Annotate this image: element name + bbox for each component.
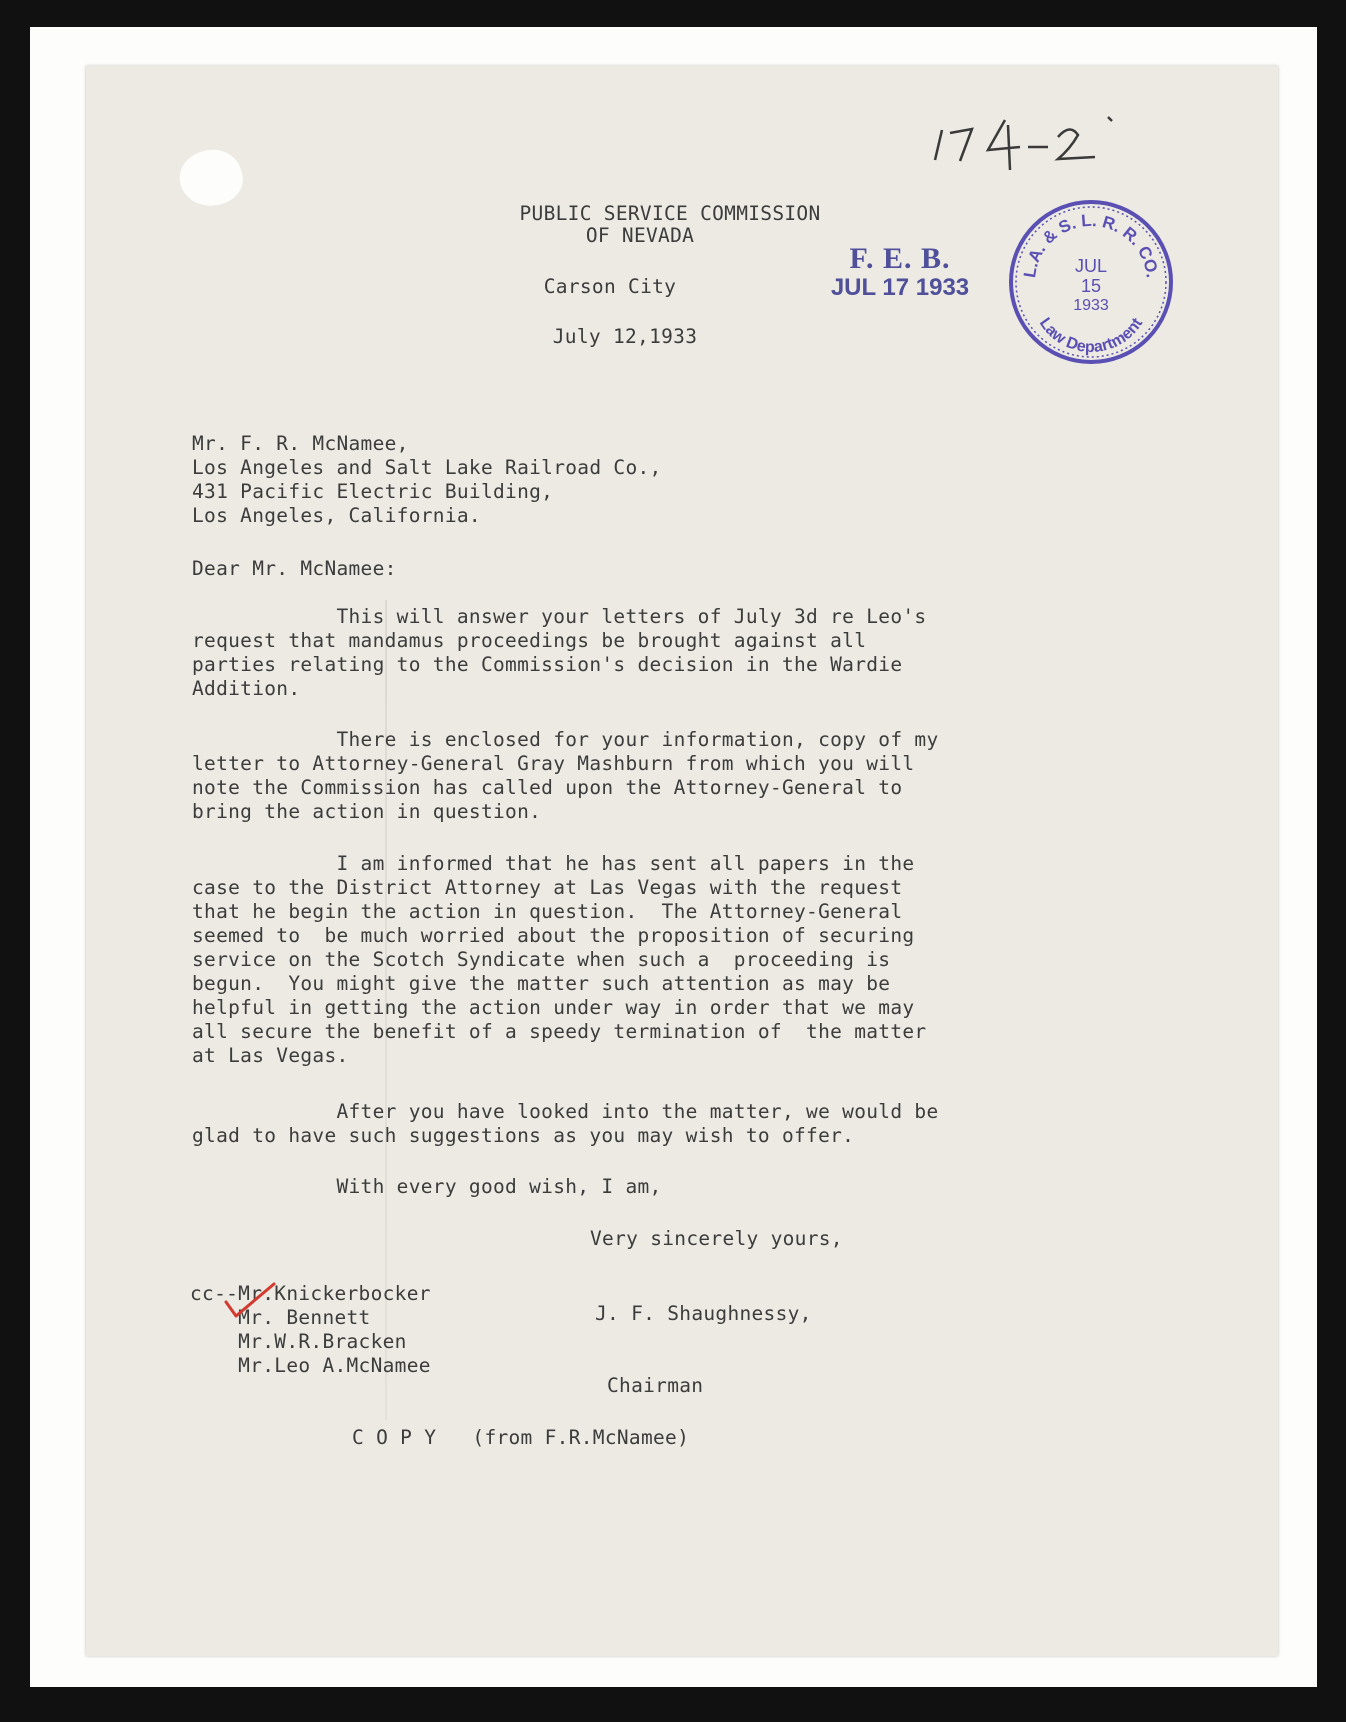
- seal-top-text: L.A. & S. L. R. R. CO.: [1020, 210, 1162, 279]
- received-stamp-initials: F. E. B.: [849, 242, 951, 275]
- body-line: note the Commission has called upon the Attorney-General to: [192, 776, 903, 799]
- handwritten-note-picture: [930, 115, 1130, 175]
- letterhead-date: July 12,1933: [552, 325, 698, 348]
- body-line: letter to Attorney-General Gray Mashburn from which you will: [192, 752, 915, 775]
- cc-line-3: Mr.W.R.Bracken: [190, 1330, 407, 1353]
- signer-title: Chairman: [607, 1374, 704, 1397]
- received-stamp: [820, 244, 980, 302]
- cc-line-1: cc--Mr.Knickerbocker: [190, 1282, 431, 1305]
- body-line: request that mandamus proceedings be brought against all: [192, 629, 867, 652]
- cc-line-4: Mr.Leo A.McNamee: [190, 1354, 431, 1377]
- copy-note: C O P Y (from F.R.McNamee): [352, 1426, 690, 1449]
- body-line: This will answer your letters of July 3d re Leo's: [192, 605, 927, 628]
- body-line: seemed to be much worried about the proposition of securing: [192, 924, 915, 947]
- red-check-mark: [220, 1280, 280, 1320]
- received-stamp-date: JUL 17 1933: [830, 274, 970, 301]
- body-line: parties relating to the Commission's decision in the Wardie: [192, 653, 903, 676]
- cc-line-2: Mr. Bennett: [190, 1306, 371, 1329]
- seal-day: 15: [1080, 276, 1102, 296]
- body-line: service on the Scotch Syndicate when such a proceeding is: [192, 948, 891, 971]
- address-line-2: Los Angeles and Salt Lake Railroad Co.,: [192, 456, 662, 479]
- letterhead-line1: PUBLIC SERVICE COMMISSION: [519, 202, 821, 225]
- body-line: helpful in getting the action under way in order that we may: [192, 996, 915, 1019]
- body-line: that he begin the action in question. The Attorney-General: [192, 900, 903, 923]
- body-line: After you have looked into the matter, we would be: [192, 1100, 939, 1123]
- letterhead-line2: OF NEVADA: [585, 224, 695, 247]
- body-line: With every good wish, I am,: [192, 1175, 662, 1198]
- body-line: at Las Vegas.: [192, 1044, 349, 1067]
- seal-bottom-text: Law Department: [1035, 315, 1147, 357]
- letterhead-city: Carson City: [543, 275, 677, 298]
- seal-month: JUL: [1074, 256, 1108, 276]
- address-line-3: 431 Pacific Electric Building,: [192, 480, 554, 503]
- body-line: glad to have such suggestions as you may wish to offer.: [192, 1124, 855, 1147]
- body-line: Addition.: [192, 677, 301, 700]
- signer-name: J. F. Shaughnessy,: [595, 1302, 812, 1325]
- body-line: There is enclosed for your information, copy of my: [192, 728, 939, 751]
- body-line: all secure the benefit of a speedy termination of the matter: [192, 1020, 927, 1043]
- salutation: Dear Mr. McNamee:: [192, 557, 397, 580]
- law-department-seal: [1005, 196, 1177, 368]
- body-line: bring the action in question.: [192, 800, 542, 823]
- address-line-1: Mr. F. R. McNamee,: [192, 432, 409, 455]
- seal-year: 1933: [1073, 297, 1109, 314]
- valediction: Very sincerely yours,: [590, 1227, 843, 1250]
- address-line-4: Los Angeles, California.: [192, 504, 481, 527]
- body-line: case to the District Attorney at Las Vegas with the request: [192, 876, 903, 899]
- body-line: I am informed that he has sent all papers in the: [192, 852, 915, 875]
- body-line: begun. You might give the matter such attention as may be: [192, 972, 891, 995]
